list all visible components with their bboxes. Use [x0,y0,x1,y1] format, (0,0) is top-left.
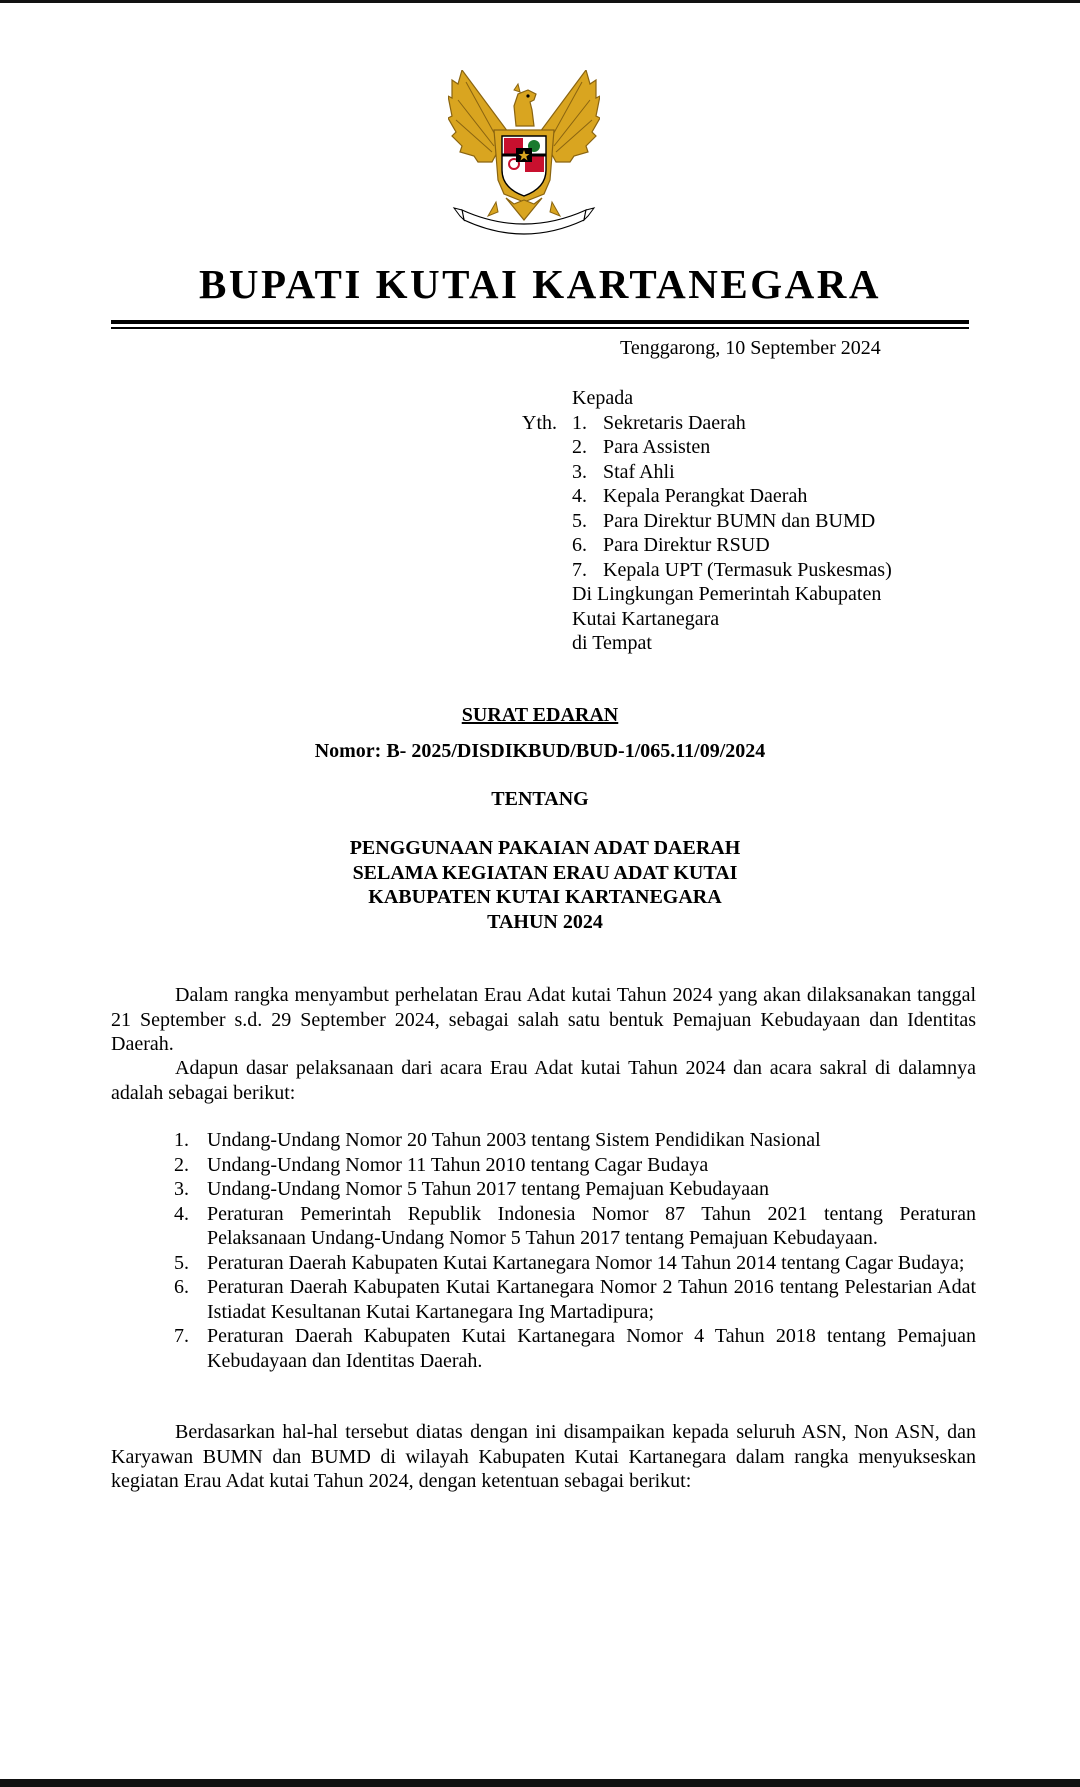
recipient-item: 5. Para Direktur BUMN dan BUMD [572,509,876,532]
recipient-item: 7. Kepala UPT (Termasuk Puskesmas) [572,558,892,581]
location-line: Di Lingkungan Pemerintah Kabupaten [572,583,882,605]
paragraph-opening: Dalam rangka menyambut perhelatan Erau Adat kutai Tahun 2024 yang akan dilaksanakan tanggal 21 September s.d. 29 September 2024, sebagai salah satu bentuk Pemajuan Kebudayaan dan Identitas Daerah. [111,984,976,1055]
garuda-emblem-icon [448,70,600,238]
yth-label: Yth. [522,411,557,434]
recipient-block [522,386,1012,656]
paragraph-closing: Berdasarkan hal-hal tersebut diatas dengan ini disampaikan kepada seluruh ASN, Non ASN, dan Karyawan BUMN dan BUMD di wilayah Kabupaten Kutai Kartanegara dalam rangka menyukseskan kegiatan Erau Adat kutai Tahun 2024, dengan ketentuan sebagai berikut: [111,1421,976,1492]
recipient-item: 2. Para Assisten [572,436,711,458]
bottom-edge-bar [0,1779,1080,1787]
circular-subject: PENGGUNAAN PAKAIAN ADAT DAERAH SELAMA KEGIATAN ERAU ADAT KUTAI KABUPATEN KUTAI KARTANEGARA TAHUN 2024 [349,837,741,933]
legal-basis-item: 2. Undang-Undang Nomor 11 Tahun 2010 tentang Cagar Budaya [174,1153,709,1176]
legal-basis-item: 7. Peraturan Daerah Kabupaten Kutai Kartanegara Nomor 4 Tahun 2018 tentang Pemajuan Kebudayaan dan Identitas Daerah. [174,1325,976,1372]
legal-basis-list [174,1128,976,1373]
legal-basis-item: 5. Peraturan Daerah Kabupaten Kutai Kartanegara Nomor 14 Tahun 2014 tentang Cagar Budaya; [174,1251,965,1274]
legal-basis-item: 4. Peraturan Pemerintah Republik Indonesia Nomor 87 Tahun 2021 tentang Peraturan Pelaksanaan Undang-Undang Nomor 5 Tahun 2017 tentang Pemajuan Kebudayaan. [174,1202,976,1249]
recipient-item: Yth. 1. Sekretaris Daerah [522,411,746,434]
location-line: Kutai Kartanegara [572,607,720,630]
paragraph-basis: Adapun dasar pelaksanaan dari acara Erau Adat kutai Tahun 2024 dan acara sakral di dalamnya adalah sebagai berikut: [111,1057,976,1104]
legal-basis-item: 1. Undang-Undang Nomor 20 Tahun 2003 tentang Sistem Pendidikan Nasional [174,1129,821,1151]
tentang-heading: TENTANG [491,788,589,810]
circular-title: SURAT EDARAN [461,704,619,726]
header-rule-thin [111,327,969,329]
recipient-item: 4. Kepala Perangkat Daerah [572,485,808,507]
location-line: di Tempat [572,632,652,654]
letter-date: Tenggarong, 10 September 2024 [620,337,881,359]
header-rule-thick [111,320,969,324]
legal-basis-item: 3. Undang-Undang Nomor 5 Tahun 2017 tentang Pemajuan Kebudayaan [174,1178,769,1200]
legal-basis-item: 6. Peraturan Daerah Kabupaten Kutai Kartanegara Nomor 2 Tahun 2016 tentang Pelestarian Adat Istiadat Kesultanan Kutai Kartanegara Ing Martadipura; [174,1276,976,1323]
recipient-item: 6. Para Direktur RSUD [572,534,770,556]
circular-number: Nomor: B- 2025/DISDIKBUD/BUD-1/065.11/09/2024 [314,740,766,762]
kepada-label: Kepada [572,387,634,409]
top-edge-bar [0,0,1080,3]
recipient-item: 3. Staf Ahli [572,460,675,483]
office-title: BUPATI KUTAI KARTANEGARA [199,261,881,307]
